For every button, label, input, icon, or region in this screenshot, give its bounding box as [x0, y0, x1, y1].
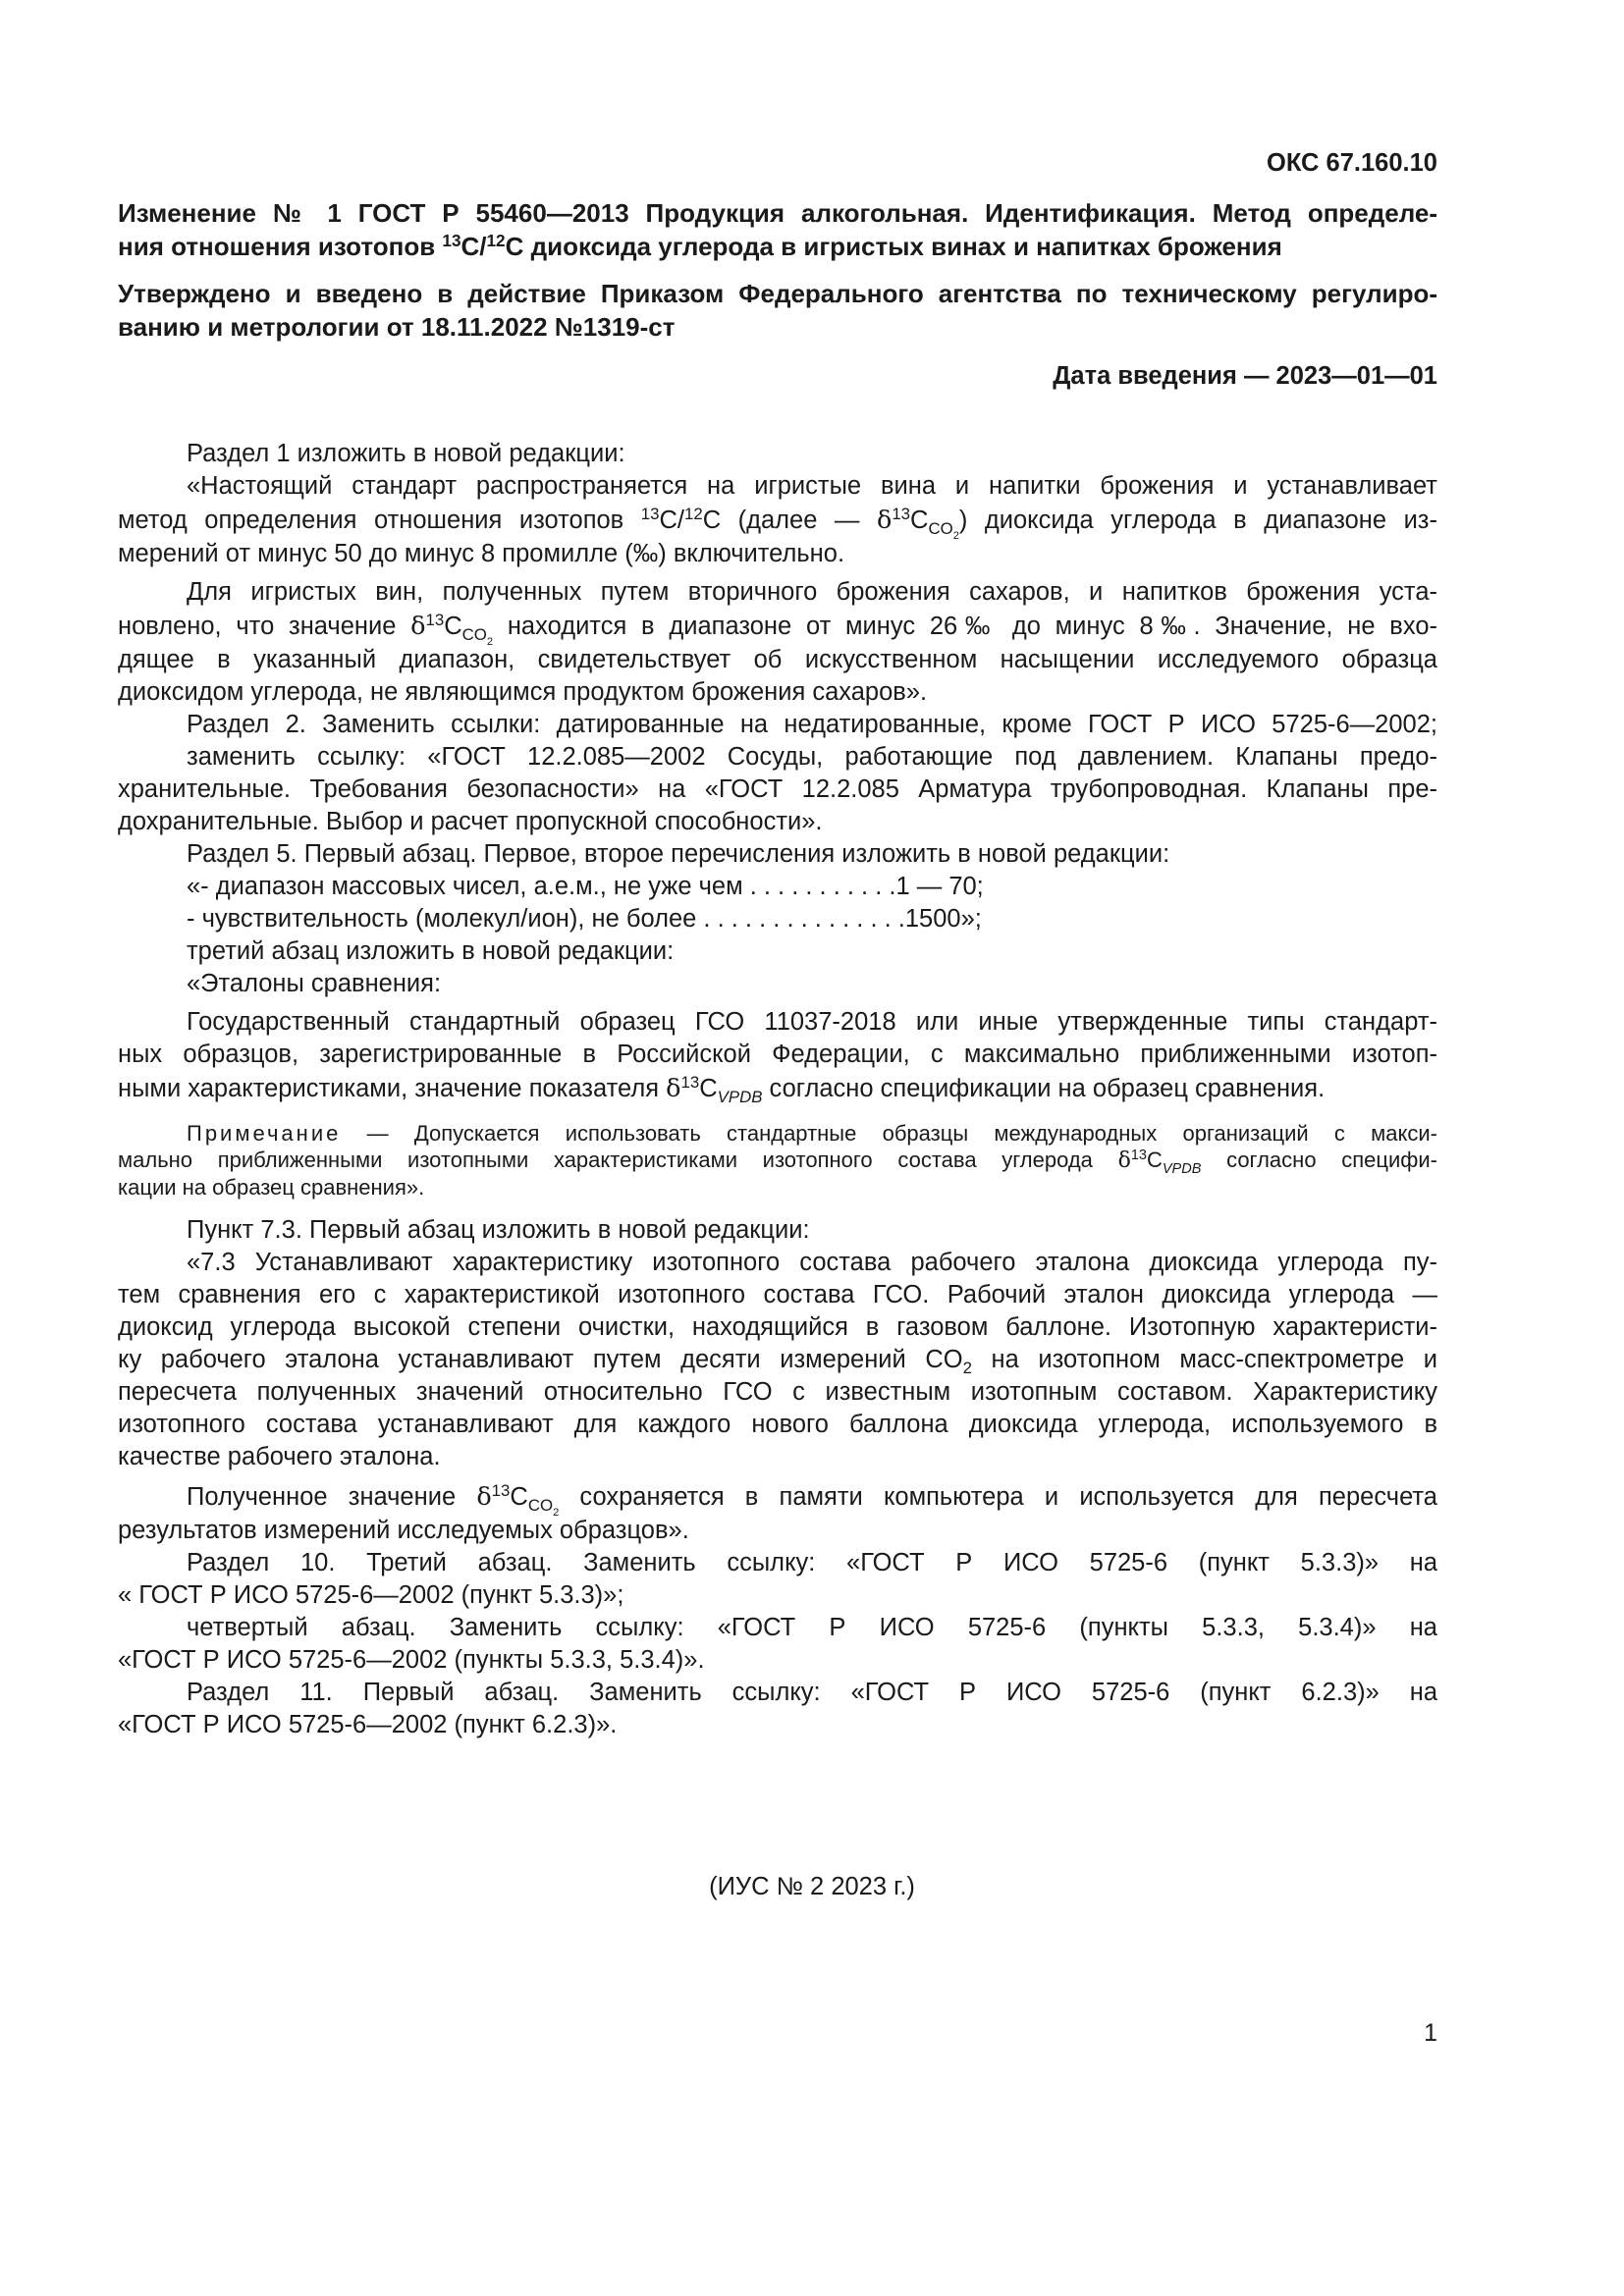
title-line-2: ния отношения изотопов $^{13}$C/$^{12}$C диоксида углерода в игристых винах и напитках брожения: [118, 230, 1282, 261]
body-line: Раздел 5. Первый абзац. Первое, второе перечисления изложить в новой редакции:: [187, 840, 1170, 868]
body-line: Раздел 2. Заменить ссылки: датированные на недатированные, кроме ГОСТ Р ИСО 5725-6—2002;: [187, 711, 1437, 738]
body-line: ку рабочего эталона устанавливают путем десяти измерений $CO_2$ на изотопном масс-спектрометре и: [118, 1346, 1437, 1378]
note-line: кации на образец сравнения».: [118, 1175, 425, 1200]
body-line: Полученное значение $\delta^{13}C_{CO_2}$ сохраняется в памяти компьютера и используется для пересчета: [187, 1480, 1437, 1519]
body-line: изотопного состава устанавливают для каждого нового баллона диоксида углерода, используемого в: [118, 1411, 1437, 1438]
note-line: мально приближенными изотопными характеристиками изотопного состава углерода $\delta^{13}C_{VPDB}$ согласно специфи-: [118, 1148, 1437, 1177]
page-number: 1: [1424, 2019, 1437, 2047]
body-line: Раздел 11. Первый абзац. Заменить ссылку: «ГОСТ Р ИСО 5725-6 (пункт 6.2.3)» на: [187, 1679, 1437, 1706]
body-line: «7.3 Устанавливают характеристику изотопного состава рабочего эталона диоксида углерода пу-: [187, 1249, 1437, 1276]
body-line: новлено, что значение $\delta^{13}C_{CO_2}$ находится в диапазоне от минус 26‰ до минус 8‰. Значение, не вхо-: [118, 610, 1437, 648]
body-line: Пункт 7.3. Первый абзац изложить в новой редакции:: [187, 1216, 810, 1244]
approval-line-2: ванию и метрологии от 18.11.2022 №1319-ст: [118, 312, 676, 342]
body-line: результатов измерений исследуемых образцов».: [118, 1517, 689, 1544]
body-line: « ГОСТ Р ИСО 5725-6—2002 (пункт 5.3.3)»;: [118, 1581, 624, 1609]
note-block: [118, 1120, 1437, 1201]
body-line: дящее в указанный диапазон, свидетельствует об искусственном насыщении исследуемого образца: [118, 646, 1437, 673]
approval-statement: [118, 277, 1437, 344]
body-line: заменить ссылку: «ГОСТ 12.2.085—2002 Сосуды, работающие под давлением. Клапаны предо-: [187, 743, 1437, 771]
body-line: мерений от минус 50 до минус 8 промилле (‰) включительно.: [118, 540, 845, 567]
body-line: хранительные. Требования безопасности» на «ГОСТ 12.2.085 Арматура трубопроводная. Клапаны пре-: [118, 775, 1437, 803]
body-line: Для игристых вин, полученных путем вторичного брожения сахаров, и напитков брожения уста-: [187, 578, 1437, 606]
body-line: Государственный стандартный образец ГСО 11037-2018 или иные утвержденные типы стандарт-: [187, 1008, 1437, 1036]
amendment-title: [118, 196, 1437, 263]
intro-date-line: Дата введения — 2023—01—01: [1053, 362, 1437, 390]
body-line: «Эталоны сравнения:: [187, 970, 442, 997]
body-line: Раздел 1 изложить в новой редакции:: [187, 440, 625, 467]
body-line: ных образцов, зарегистрированные в Российской Федерации, с максимально приближенными изотоп-: [118, 1041, 1437, 1068]
body-line: диоксидом углерода, не являющимся продуктом брожения сахаров».: [118, 678, 928, 706]
body-line: «- диапазон массовых чисел, а.е.м., не уже чем . . . . . . . . . . .1 — 70;: [187, 873, 984, 900]
body-line: пересчета полученных значений относительно ГСО с известным изотопным составом. Характеристику: [118, 1378, 1437, 1406]
ius-reference: (ИУС № 2 2023 г.): [709, 1873, 915, 1900]
body-line: ными характеристиками, значение показателя $\delta^{13}C_{VPDB}$ согласно спецификации на образец сравнения.: [118, 1072, 1326, 1107]
body-line: «ГОСТ Р ИСО 5725-6—2002 (пункты 5.3.3, 5.3.4)».: [118, 1646, 705, 1674]
body-line: диоксид углерода высокой степени очистки, находящийся в газовом баллоне. Изотопную характеристи-: [118, 1313, 1437, 1341]
body-line: «ГОСТ Р ИСО 5725-6—2002 (пункт 6.2.3)».: [118, 1711, 618, 1738]
body-line: третий абзац изложить в новой редакции:: [187, 937, 675, 965]
body-line: тем сравнения его с характеристикой изотопного состава ГСО. Рабочий эталон диоксида углерода —: [118, 1281, 1437, 1308]
body-line: Раздел 10. Третий абзац. Заменить ссылку: «ГОСТ Р ИСО 5725-6 (пункт 5.3.3)» на: [187, 1549, 1437, 1576]
introduction-date: [118, 360, 1437, 393]
note-line: Примечание — Допускается использовать стандартные образцы международных организаций с макси-: [187, 1121, 1437, 1146]
body-line: дохранительные. Выбор и расчет пропускной способности».: [118, 808, 823, 835]
approval-line-1: Утверждено и введено в действие Приказом Федерального агентства по техническому регулиро-: [118, 279, 1437, 308]
body-line: «Настоящий стандарт распространяется на игристые вина и напитки брожения и устанавливает: [187, 472, 1437, 500]
body-line: четвертый абзац. Заменить ссылку: «ГОСТ Р ИСО 5725-6 (пункты 5.3.3, 5.3.4)» на: [187, 1614, 1437, 1641]
body-line: качестве рабочего эталона.: [118, 1443, 441, 1470]
title-line-1: Изменение № 1 ГОСТ Р 55460—2013 Продукция алкогольная. Идентификация. Метод определе-: [118, 198, 1437, 228]
oks-code: ОКС 67.160.10: [1266, 149, 1437, 177]
amendment-body: [118, 438, 1437, 1741]
body-line: метод определения отношения изотопов $^{13}$C/$^{12}$C (далее — $\delta^{13}C_{CO_2}$) диоксида углерода в диапазоне из-: [118, 504, 1437, 542]
body-line: - чувствительность (молекул/ион), не более . . . . . . . . . . . . . . .1500»;: [187, 905, 982, 933]
